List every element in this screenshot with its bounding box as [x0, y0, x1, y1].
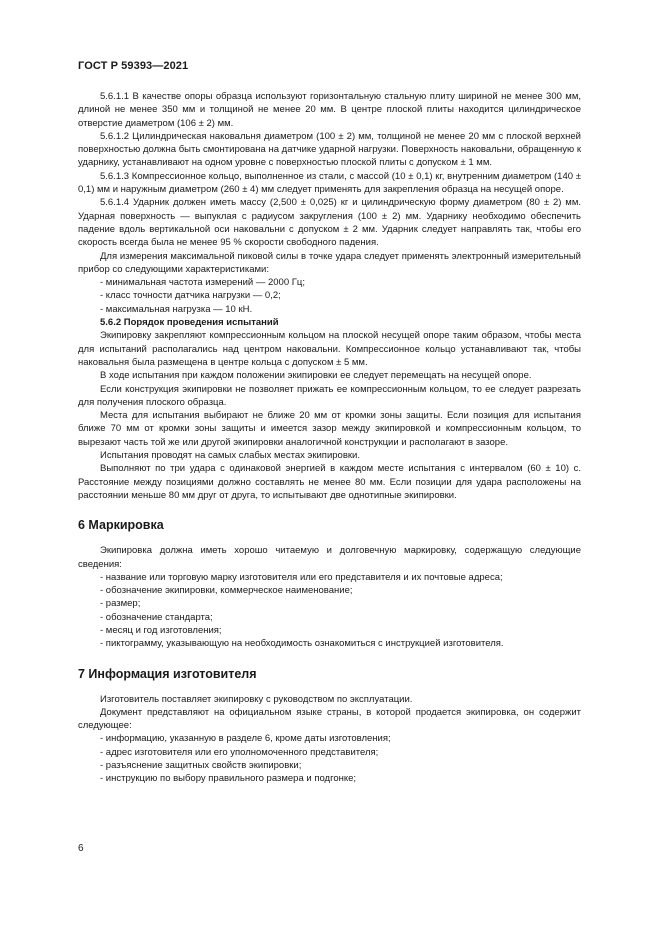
section-spacer [78, 502, 581, 518]
section-spacer [78, 532, 581, 544]
list-item-marking-standard: - обозначение стандарта; [100, 611, 213, 623]
paragraph-procedure-2: В ходе испытания при каждом положении экипировки ее следует перемещать на несущей опоре. [100, 370, 532, 382]
paragraph-5-6-1-4: 5.6.1.4 Ударник должен иметь массу (2,500 ± 0,025) кг и цилиндрическую форму диаметром (80 ± 2) мм. Ударная поверхность — выпуклая с радиусом закругления (100 ± 2) мм. Ударнику необходимо обеспечить падение вдоль вертикальной оси наковальни с допуском ± 2 мм. Ударник следует направлять так, чтобы его скорость всегда была не менее 95 % скорости свободного падения. [78, 197, 581, 249]
paragraph-5-6-1-3: 5.6.1.3 Компрессионное кольцо, выполненное из стали, с массой (10 ± 0,1) кг, внутренним диаметром (140 ± 0,1) мм и наружным диаметром (260 ± 4) мм следует применять для закрепления образца на несущей опоре. [78, 170, 581, 196]
document-body [78, 90, 581, 786]
list-item-marking-date: - месяц и год изготовления; [100, 624, 222, 636]
list-item-info-section6: - информацию, указанную в разделе 6, кроме даты изготовления; [100, 733, 391, 745]
list-item-marking-designation: - обозначение экипировки, коммерческое наименование; [100, 585, 353, 597]
paragraph-5-6-1-2: 5.6.1.2 Цилиндрическая наковальня диаметром (100 ± 2) мм, толщиной не менее 20 мм с плоской верхней поверхностью должна быть смонтирована на датчике ударной нагрузки. Поверхность наковальни, обращенную к ударнику, устанавливают на одном уровне с поверхностью плоской плиты с допуском ± 1 мм. [78, 130, 581, 169]
list-item-measure-max-load: - максимальная нагрузка — 10 кН. [100, 303, 253, 315]
list-item-marking-size: - размер; [100, 598, 141, 610]
section-spacer [78, 651, 581, 667]
list-item-marking-name: - название или торговую марку изготовителя или его представителя и их почтовые адреса; [100, 571, 503, 583]
document-code-header: ГОСТ Р 59393—2021 [78, 60, 189, 72]
list-item-marking-pictogram: - пиктограмму, указывающую на необходимость ознакомиться с инструкцией изготовителя. [100, 638, 504, 650]
list-item-info-size: - инструкцию по выбору правильного размера и подгонке; [100, 773, 357, 785]
paragraph-manufacturer-2: Документ представляют на официальном языке страны, в которой продается экипировка, он содержит следующее: [78, 706, 581, 732]
section-heading-6: 6 Маркировка [78, 518, 164, 533]
paragraph-procedure-3: Если конструкция экипировки не позволяет прижать ее компрессионным кольцом, то ее следует разрезать для получения плоского образца. [78, 383, 581, 408]
page-number: 6 [78, 843, 84, 854]
paragraph-manufacturer-1: Изготовитель поставляет экипировку с руководством по эксплуатации. [100, 693, 413, 705]
list-item-measure-frequency: - минимальная частота измерений — 2000 Гц; [100, 277, 305, 289]
section-spacer [78, 681, 581, 693]
paragraph-procedure-6: Выполняют по три удара с одинаковой энергией в каждом месте испытания с интервалом (60 ± 10) с. Расстояние между позициями должно составлять не менее 80 мм. Если позиции для удара расположены на расстоянии меньше 80 мм друг от друга, то испытывают две однотипные экипировки. [78, 463, 581, 501]
paragraph-5-6-1-1: 5.6.1.1 В качестве опоры образца используют горизонтальную стальную плиту шириной не менее 300 мм, длиной не менее 350 мм и толщиной не менее 20 мм. В центре плоской плиты находится цилиндрическое отверстие диаметром (106 ± 2) мм. [78, 91, 581, 129]
list-item-info-address: - адрес изготовителя или его уполномоченного представителя; [100, 746, 379, 758]
list-item-info-protective: - разъяснение защитных свойств экипировки; [100, 760, 302, 772]
paragraph-measurement: Для измерения максимальной пиковой силы в точке удара следует применять электронный измерительный прибор со следующими характеристиками: [78, 250, 581, 275]
list-item-measure-accuracy: - класс точности датчика нагрузки — 0,2; [100, 290, 281, 302]
section-heading-7: 7 Информация изготовителя [78, 666, 257, 681]
paragraph-procedure-5: Испытания проводят на самых слабых местах экипировки. [100, 450, 360, 462]
paragraph-procedure-1: Экипировку закрепляют компрессионным кольцом на плоской несущей опоре таким образом, чтобы места для испытаний располагались над центром наковальни. Компрессионное кольцо устанавливают так, чтобы наковальня была размещена в центре кольца с допуском ± 5 мм. [78, 330, 581, 368]
paragraph-marking-intro: Экипировка должна иметь хорошо читаемую и долговечную маркировку, содержащую следующие сведения: [78, 545, 581, 570]
subsection-title-5-6-2: 5.6.2 Порядок проведения испытаний [100, 317, 279, 329]
paragraph-procedure-4: Места для испытания выбирают не ближе 20 мм от кромки зоны защиты. Если позиция для испытания ближе 70 мм от кромки зоны защиты и имеется зазор между экипировкой и компрессионным кольцом, то вырезают часть той же или другой экипировки аналогичной конструкции и располагают в зазоре. [78, 410, 581, 448]
